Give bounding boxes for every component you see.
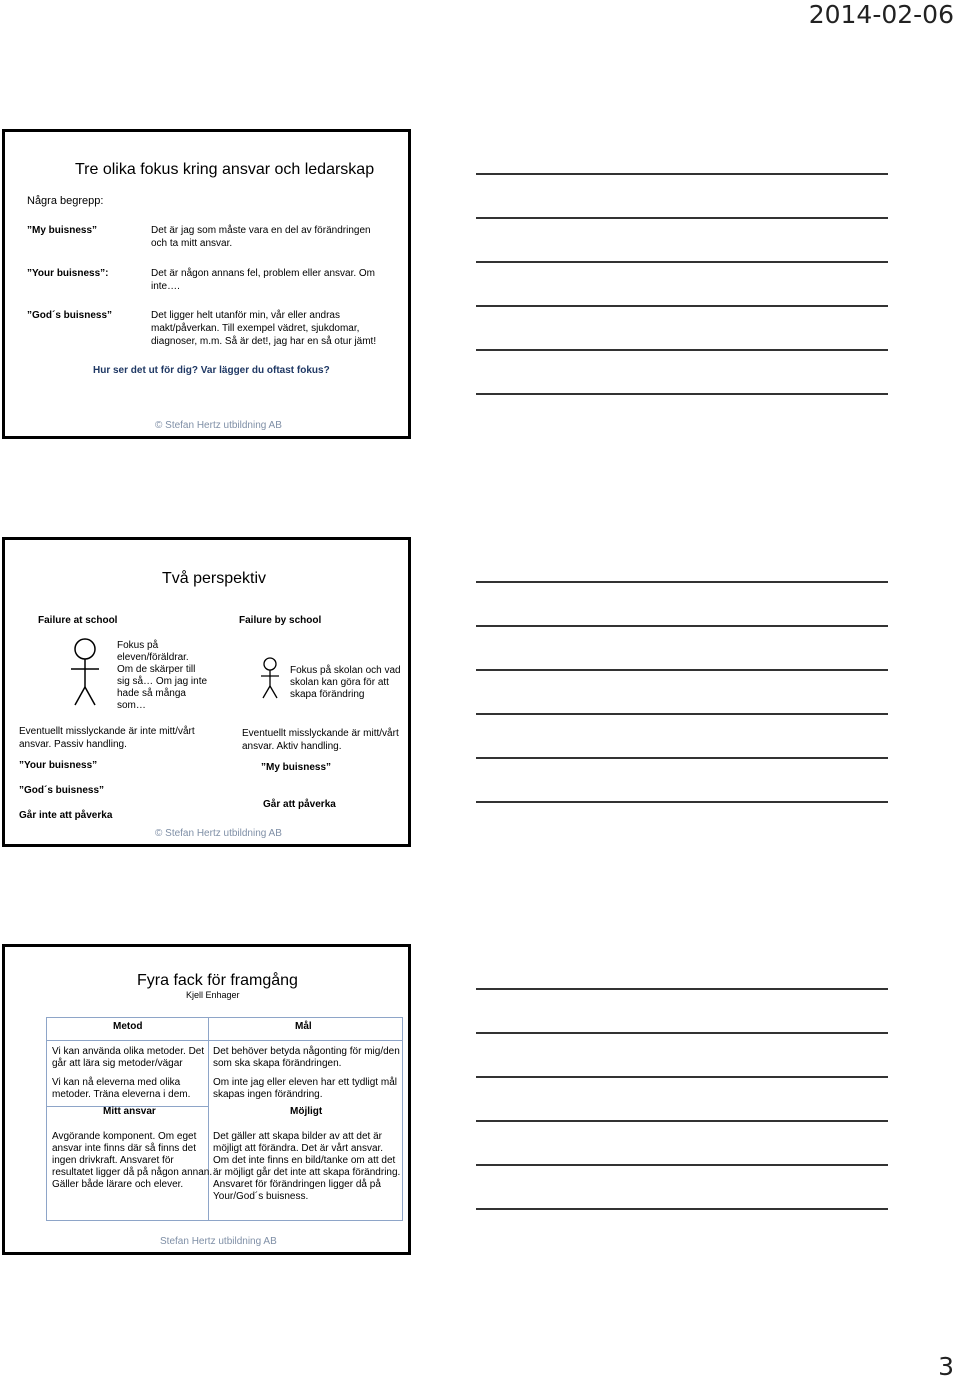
stick-figure-small-icon [259, 656, 281, 700]
slide-2-title: Två perspektiv [162, 570, 267, 587]
slide-3-subtitle: Kjell Enhager [186, 990, 240, 1000]
stick-figure-large-icon [69, 637, 101, 709]
grid-divider-vertical [208, 1018, 209, 1220]
term-my-business: ”My buisness” [27, 225, 98, 236]
slide-1-copyright: © Stefan Hertz utbildning AB [155, 420, 282, 431]
right-result-2: ansvar. Aktiv handling. [242, 741, 342, 752]
note-line [476, 349, 888, 351]
slide-1-title: Tre olika fokus kring ansvar och ledarskap [75, 161, 375, 178]
slide-3-title: Fyra fack för framgång [137, 972, 298, 989]
metod-p2-2: metoder. Träna eleverna i dem. [52, 1089, 191, 1100]
term-your-business-desc-1: Det är någon annans fel, problem eller ansvar. Om [151, 268, 376, 279]
right-heading: Failure by school [239, 615, 322, 626]
left-figure-text-4: sig så… Om jag inte [117, 676, 208, 687]
slide-1-intro: Några begrepp: [27, 195, 104, 207]
left-figure-text-5: hade så många [117, 688, 186, 699]
grid-divider-header [47, 1040, 402, 1041]
mojligt-p-5: Ansvaret för förändringen ligger då på [213, 1179, 381, 1190]
note-line [476, 1032, 888, 1034]
term-my-business-desc-1: Det är jag som måste vara en del av förändringen [151, 225, 371, 236]
left-result-1: Eventuellt misslyckande är inte mitt/vårt [19, 726, 195, 737]
left-figure-text-6: som… [117, 700, 146, 711]
slide-2-copyright: © Stefan Hertz utbildning AB [155, 828, 282, 839]
right-term-my-business: ”My buisness” [261, 762, 332, 773]
mitt-ansvar-p-5: Gäller både lärare och elever. [52, 1179, 184, 1190]
term-gods-business-desc-1: Det ligger helt utanför min, vår eller andras [151, 310, 340, 321]
note-line [476, 1164, 888, 1166]
term-my-business-desc-2: och ta mitt ansvar. [151, 238, 233, 249]
left-term-gods-business: ”God´s buisness” [19, 785, 105, 796]
mitt-ansvar-p-3: ingen drivkraft. Ansvaret för [52, 1155, 174, 1166]
metod-p2-1: Vi kan nå eleverna med olika [52, 1077, 181, 1088]
mal-p1-2: som ska skapa förändringen. [213, 1058, 342, 1069]
slide-3-footer: Stefan Hertz utbildning AB [160, 1236, 277, 1247]
term-gods-business: ”God´s buisness” [27, 310, 113, 321]
note-line [476, 757, 888, 759]
note-line [476, 305, 888, 307]
right-figure-text-2: skolan kan göra för att [290, 677, 389, 688]
mojligt-p-2: möjligt att förändra. Det är vårt ansvar. [213, 1143, 384, 1154]
slide-1 [2, 129, 411, 439]
note-line [476, 1076, 888, 1078]
page-date: 2014-02-06 [808, 0, 954, 29]
note-line [476, 1208, 888, 1210]
right-result-1: Eventuellt misslyckande är mitt/vårt [242, 728, 399, 739]
mal-p1-1: Det behöver betyda någonting för mig/den [213, 1046, 400, 1057]
term-gods-business-desc-3: diagnoser, m.m. Så är det!, jag har en så otur jämt! [151, 336, 377, 347]
note-line [476, 801, 888, 803]
mal-p2-2: skapas ingen förändring. [213, 1089, 323, 1100]
mojligt-heading: Möjligt [290, 1106, 323, 1117]
mitt-ansvar-heading: Mitt ansvar [103, 1106, 156, 1117]
note-line [476, 713, 888, 715]
left-term-your-business: ”Your buisness” [19, 760, 98, 771]
term-your-business: ”Your buisness”: [27, 268, 109, 279]
term-your-business-desc-2: inte…. [151, 281, 180, 292]
left-heading: Failure at school [38, 615, 118, 626]
note-line [476, 393, 888, 395]
mojligt-p-3: Om det inte finns en bild/tanke om att det [213, 1155, 396, 1166]
term-gods-business-desc-2: makt/påverkan. Till exempel vädret, sjukdomar, [151, 323, 360, 334]
mal-p2-1: Om inte jag eller eleven har ett tydligt mål [213, 1077, 397, 1088]
page-number: 3 [938, 1352, 954, 1381]
slide-3 [2, 944, 411, 1255]
mojligt-p-4: är möjligt går det inte att skapa förändring. [213, 1167, 401, 1178]
note-line [476, 173, 888, 175]
metod-p1-1: Vi kan använda olika metoder. Det [52, 1046, 205, 1057]
mitt-ansvar-p-2: ansvar inte finns där så finns det [52, 1143, 196, 1154]
note-line [476, 669, 888, 671]
note-line [476, 261, 888, 263]
metod-heading: Metod [113, 1021, 143, 1032]
slide-1-question: Hur ser det ut för dig? Var lägger du oftast fokus? [93, 365, 330, 376]
note-line [476, 581, 888, 583]
mitt-ansvar-p-1: Avgörande komponent. Om eget [52, 1131, 197, 1142]
mojligt-p-1: Det gäller att skapa bilder av att det är [213, 1131, 382, 1142]
note-line [476, 625, 888, 627]
right-figure-text-3: skapa förändring [290, 689, 365, 700]
left-result-2: ansvar. Passiv handling. [19, 739, 127, 750]
mojligt-p-6: Your/God´s buisness. [213, 1191, 309, 1202]
mitt-ansvar-p-4: resultatet ligger då på någon annan. [52, 1167, 213, 1178]
right-figure-text-1: Fokus på skolan och vad [290, 665, 401, 676]
four-boxes-grid [46, 1017, 403, 1221]
left-figure-text-1: Fokus på [117, 640, 159, 651]
note-line [476, 988, 888, 990]
metod-p1-2: går att lära sig metoder/vägar [52, 1058, 183, 1069]
right-conclusion: Går att påverka [263, 799, 336, 810]
left-figure-text-2: eleven/föräldrar. [117, 652, 189, 663]
left-conclusion: Går inte att påverka [19, 810, 113, 821]
note-line [476, 1120, 888, 1122]
note-line [476, 217, 888, 219]
left-figure-text-3: Om de skärper till [117, 664, 196, 675]
mal-heading: Mål [295, 1021, 312, 1032]
slide-2 [2, 537, 411, 847]
